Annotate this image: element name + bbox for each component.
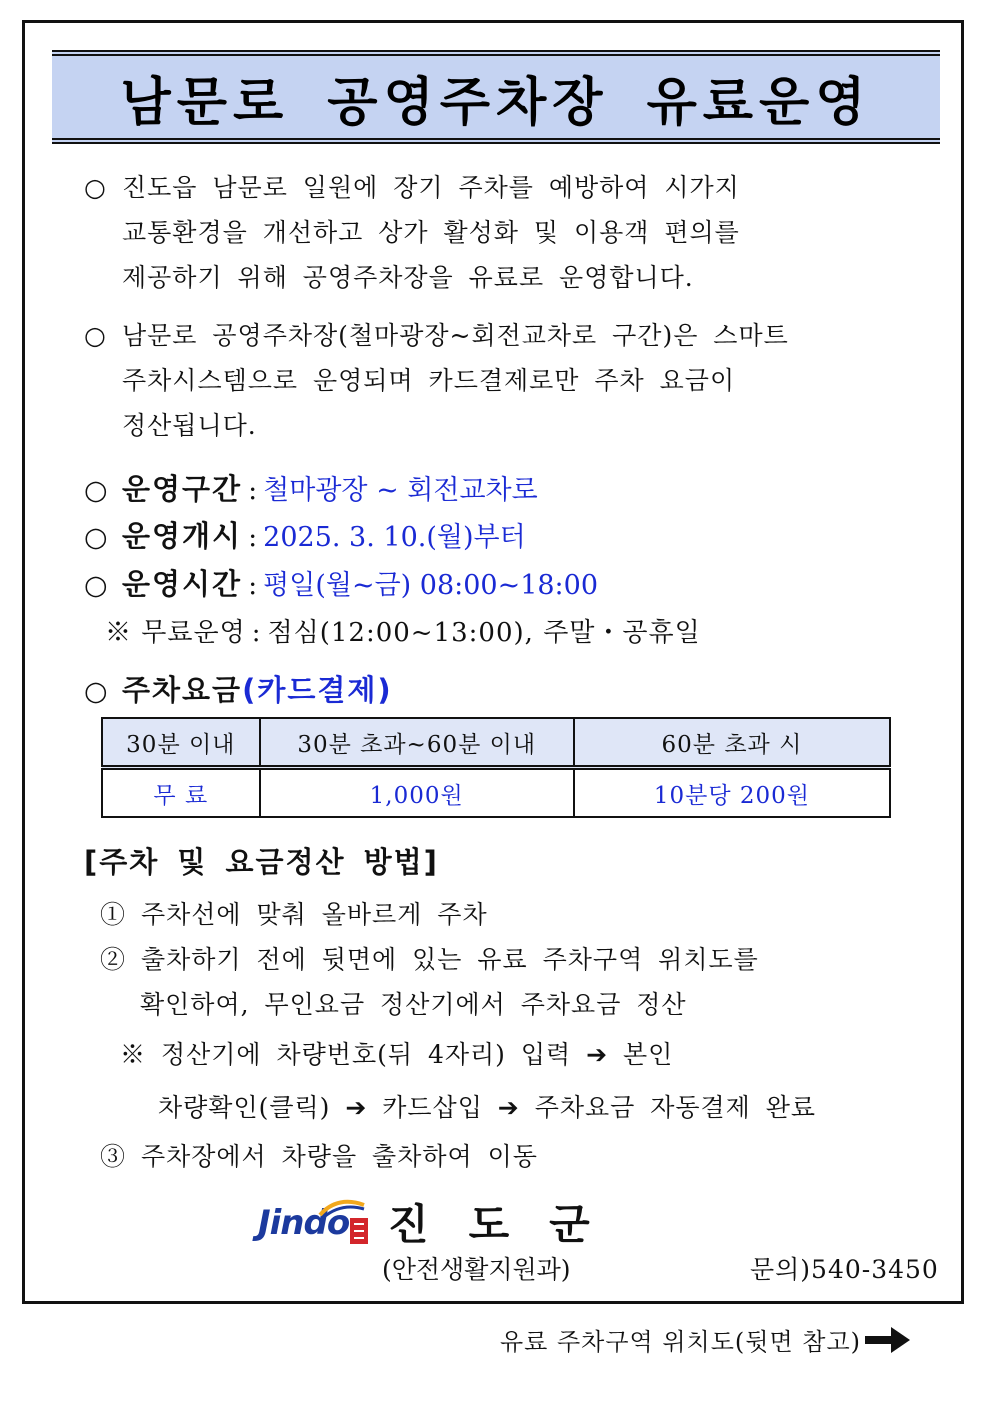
back-page-note-text: 유료 주차구역 위치도(뒷면 참고) (500, 1328, 862, 1356)
operation-section-row (84, 467, 538, 508)
step-2-line-1: ② 출차하기 전에 뒷면에 있는 유료 주차구역 위치도를 (100, 945, 759, 974)
operation-hours-row (84, 562, 598, 603)
operation-start-label: 운영개시 (122, 519, 243, 553)
table-header-cell: 60분 초과 시 (574, 718, 890, 768)
separator: : (251, 618, 262, 648)
jindo-logo-text: Jindo (258, 1203, 350, 1243)
system-line-2: 주차시스템으로 운영되며 카드결제로만 주차 요금이 (122, 366, 736, 395)
title-banner (52, 50, 940, 144)
table-cell: 무 료 (102, 768, 260, 818)
operation-start-row (84, 514, 526, 555)
table-row (102, 768, 890, 818)
operation-hours-value: 평일(월~금) 08:00~18:00 (263, 570, 599, 601)
step-2-line-2-text: 확인하여, 무인요금 정산기에서 주차요금 정산 (140, 990, 687, 1019)
circle-bullet-icon: ○ (84, 475, 108, 506)
step-2-line-2 (100, 982, 687, 1027)
system-paragraph (84, 313, 789, 448)
org-char: 도 (468, 1200, 512, 1249)
separator: : (248, 522, 258, 553)
free-operation-label: ※ 무료운영 (105, 618, 246, 648)
method-section-title: [주차 및 요금정산 방법] (84, 845, 439, 879)
parking-fee-note: (카드결제) (242, 673, 393, 707)
separator: : (248, 570, 258, 601)
intro-line-1: 진도읍 남문로 일원에 장기 주차를 예방하여 시가지 (122, 173, 740, 202)
parking-fee-row (84, 668, 393, 709)
table-header-row (102, 718, 890, 768)
method-note-line-2: 차량확인(클릭) ➔ 카드삽입 ➔ 주차요금 자동결제 완료 (158, 1093, 817, 1122)
org-char: 진 (388, 1200, 431, 1249)
circle-bullet-icon: ○ (84, 173, 107, 202)
table-header-cell: 30분 이내 (102, 718, 260, 768)
contact-number: 문의)540-3450 (750, 1255, 939, 1284)
method-note-line-1: ※ 정산기에 차량번호(뒤 4자리) 입력 ➔ 본인 (120, 1040, 674, 1069)
operation-hours-label: 운영시간 (122, 567, 243, 601)
table-cell: 10분당 200원 (574, 768, 890, 818)
system-line-3: 정산됩니다. (122, 411, 257, 440)
page-title: 남문로 공영주차장 유료운영 (120, 72, 872, 133)
parking-fee-label: 주차요금 (122, 673, 243, 707)
circle-bullet-icon: ○ (84, 570, 108, 601)
separator: : (248, 475, 258, 506)
circle-bullet-icon: ○ (84, 676, 108, 707)
operation-section-label: 운영구간 (122, 472, 243, 506)
circle-bullet-icon: ○ (84, 321, 107, 350)
circle-bullet-icon: ○ (84, 522, 108, 553)
department-name: (안전생활지원과) (382, 1255, 571, 1284)
intro-line-3: 제공하기 위해 공영주차장을 유료로 운영합니다. (122, 263, 694, 292)
logo-swoosh-icon (318, 1197, 366, 1219)
arrow-right-icon (865, 1325, 911, 1355)
step-3: ③ 주차장에서 차량을 출차하여 이동 (100, 1142, 538, 1171)
free-operation-value: 점심(12:00~13:00), 주말・공휴일 (267, 618, 701, 648)
table-cell: 1,000원 (260, 768, 574, 818)
logo-seal-icon (350, 1218, 368, 1244)
fee-table (101, 717, 891, 818)
intro-line-2: 교통환경을 개선하고 상가 활성화 및 이용객 편의를 (122, 218, 740, 247)
free-operation-row (105, 612, 701, 649)
back-page-note (500, 1322, 911, 1357)
organization-name (388, 1192, 630, 1252)
org-char: 군 (549, 1200, 592, 1249)
operation-start-value: 2025. 3. 10.(월)부터 (263, 522, 526, 553)
step-1: ① 주차선에 맞춰 올바르게 주차 (100, 900, 488, 929)
operation-section-value: 철마광장 ~ 회전교차로 (263, 475, 538, 506)
table-header-cell: 30분 초과~60분 이내 (260, 718, 574, 768)
system-line-1: 남문로 공영주차장(철마광장~회전교차로 구간)은 스마트 (122, 321, 789, 350)
intro-paragraph (84, 165, 740, 300)
